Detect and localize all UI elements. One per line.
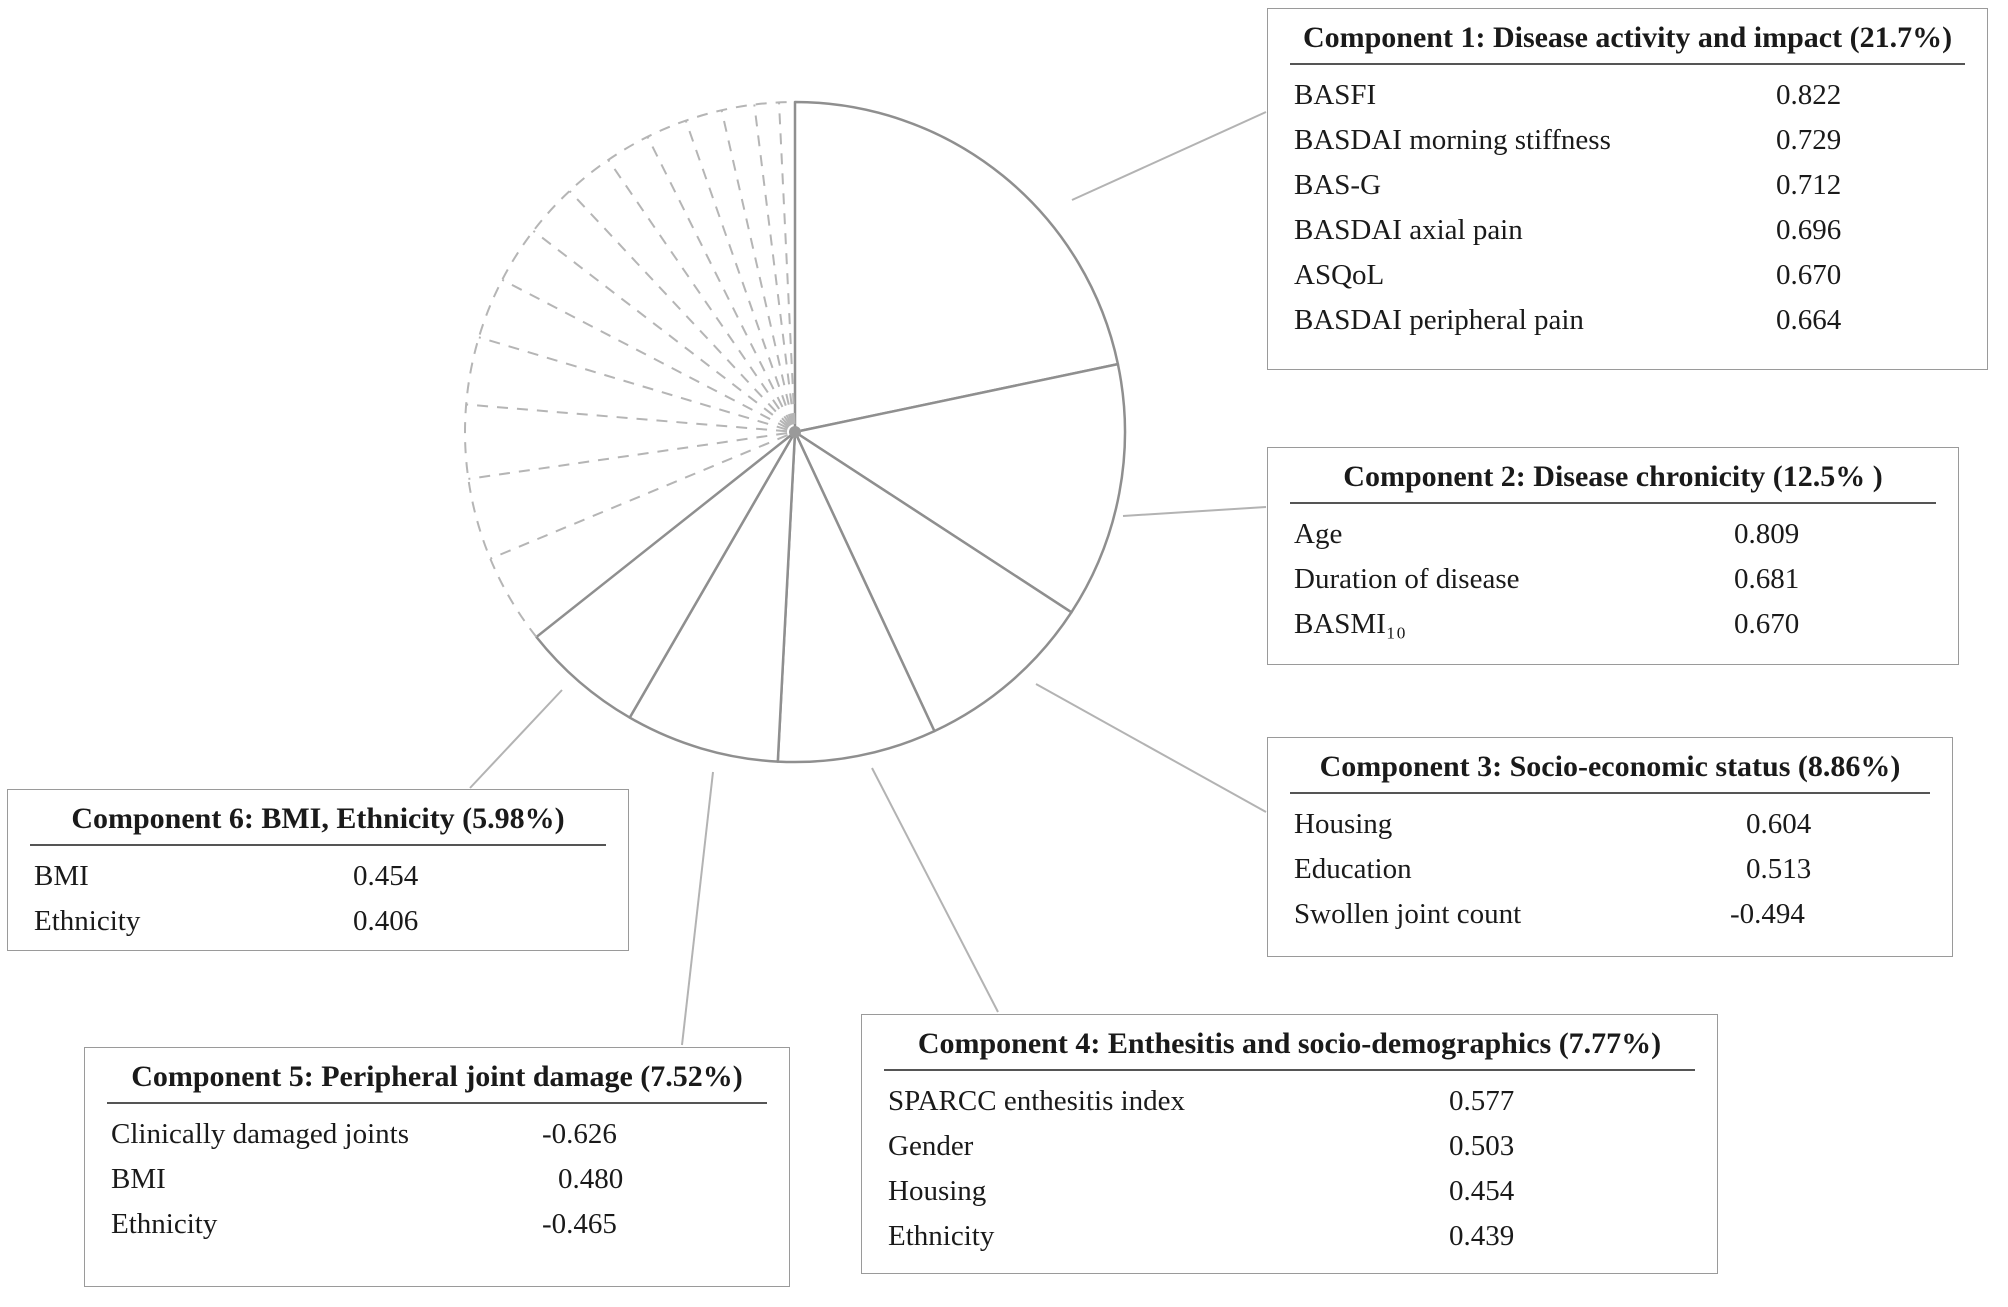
- loading-value: 0.822: [1776, 79, 1842, 111]
- component-5-loadings-table: [85, 1104, 789, 1247]
- loading-row: [1268, 298, 1987, 343]
- loading-row: [1268, 847, 1952, 892]
- variable-label: ASQoL: [1294, 259, 1385, 291]
- component-2-loadings-table: [1268, 504, 1958, 647]
- pie-center-dot: [789, 426, 801, 438]
- unlabeled-slice-divider: [468, 433, 787, 479]
- variable-label: Gender: [888, 1130, 974, 1162]
- connector-line-component-2: [1123, 507, 1266, 516]
- loading-value: 0.729: [1776, 124, 1842, 156]
- loading-row: [85, 1112, 789, 1157]
- loading-row: [85, 1157, 789, 1202]
- loading-row: [1268, 73, 1987, 118]
- loading-value: 0.503: [1449, 1130, 1515, 1162]
- component-6-loadings-table: [8, 846, 628, 944]
- loading-value: 0.681: [1734, 563, 1800, 595]
- loading-value: 0.670: [1776, 259, 1842, 291]
- variable-label: Ethnicity: [111, 1208, 218, 1240]
- connector-line-component-4: [872, 768, 998, 1012]
- variable-label: BASFI: [1294, 79, 1377, 111]
- variable-label: BMI: [34, 860, 89, 892]
- variable-label: Housing: [1294, 808, 1393, 840]
- loading-row: [8, 854, 628, 899]
- variable-label: Clinically damaged joints: [111, 1118, 410, 1150]
- component-6-box: [7, 789, 629, 951]
- loading-row: [85, 1202, 789, 1247]
- unlabeled-slice-divider: [648, 137, 792, 425]
- loading-row: [1268, 253, 1987, 298]
- loading-value: 0.454: [353, 860, 419, 892]
- loading-row: [1268, 512, 1958, 557]
- component-6-title: Component 6: BMI, Ethnicity (5.98%): [71, 802, 565, 835]
- variable-label: BASDAI peripheral pain: [1294, 304, 1584, 336]
- connector-line-component-1: [1072, 112, 1266, 200]
- loading-value: 0.696: [1776, 214, 1842, 246]
- unlabeled-slice-divider: [754, 105, 794, 425]
- loading-row: [1268, 602, 1958, 647]
- loading-row: [862, 1079, 1717, 1124]
- variable-label: BAS-G: [1294, 169, 1382, 201]
- variable-label: BMI: [111, 1163, 166, 1195]
- loading-value: 0.406: [353, 905, 419, 937]
- loading-value: 0.577: [1449, 1085, 1515, 1117]
- loading-row: [1268, 208, 1987, 253]
- loading-row: [1268, 118, 1987, 163]
- component-4-box: [861, 1014, 1718, 1274]
- component-3-box: [1267, 737, 1953, 957]
- loading-value: 0.664: [1776, 304, 1842, 336]
- loading-value: 0.454: [1449, 1175, 1515, 1207]
- component-3-loadings-table: [1268, 794, 1952, 937]
- variable-label: BASDAI axial pain: [1294, 214, 1523, 246]
- variable-label: Ethnicity: [888, 1220, 995, 1252]
- unlabeled-slice-divider: [533, 231, 788, 427]
- variable-label: BASMI₁₀: [1294, 608, 1407, 640]
- loading-value: 0.480: [558, 1163, 624, 1195]
- component-2-box: [1267, 447, 1959, 665]
- variable-label: Housing: [888, 1175, 987, 1207]
- loading-row: [8, 899, 628, 944]
- component-1-title: Component 1: Disease activity and impact (21.7%): [1302, 21, 1953, 54]
- component-4-title: Component 4: Enthesitis and socio-demographics (7.77%): [917, 1027, 1662, 1060]
- variable-label: Swollen joint count: [1294, 898, 1522, 930]
- loading-value: 0.439: [1449, 1220, 1515, 1252]
- component-5-title: Component 5: Peripheral joint damage (7.52%): [131, 1060, 743, 1093]
- unlabeled-slice-divider: [466, 405, 787, 432]
- loading-value: -0.626: [542, 1118, 617, 1150]
- unlabeled-slice-divider: [570, 191, 790, 426]
- variable-label: Duration of disease: [1294, 563, 1520, 595]
- loading-value: 0.712: [1776, 169, 1842, 201]
- loading-row: [1268, 163, 1987, 208]
- loading-row: [1268, 802, 1952, 847]
- loading-value: 0.513: [1746, 853, 1812, 885]
- loading-row: [1268, 557, 1958, 602]
- loading-row: [862, 1214, 1717, 1259]
- variable-label: BASDAI morning stiffness: [1294, 124, 1611, 156]
- unlabeled-slice-divider: [608, 160, 790, 426]
- loading-value: 0.604: [1746, 808, 1812, 840]
- component-3-title: Component 3: Socio-economic status (8.86%): [1319, 750, 1901, 783]
- loading-value: 0.809: [1734, 518, 1800, 550]
- component-1-loadings-table: [1268, 65, 1987, 343]
- component-2-title: Component 2: Disease chronicity (12.5% ): [1343, 460, 1883, 493]
- loading-value: -0.465: [542, 1208, 617, 1240]
- unlabeled-slice-divider: [686, 121, 793, 425]
- loading-value: -0.494: [1730, 898, 1805, 930]
- variable-label: SPARCC enthesitis index: [888, 1085, 1186, 1117]
- loading-value: 0.670: [1734, 608, 1800, 640]
- component-1-box: [1267, 8, 1988, 370]
- variable-label: Age: [1294, 518, 1343, 550]
- loading-row: [862, 1169, 1717, 1214]
- variable-label: Education: [1294, 853, 1412, 885]
- connector-line-component-5: [682, 772, 713, 1045]
- variable-label: Ethnicity: [34, 905, 141, 937]
- unlabeled-slice-divider: [502, 280, 788, 429]
- loading-row: [1268, 892, 1952, 937]
- unlabeled-slice-divider: [479, 337, 787, 429]
- component-4-loadings-table: [862, 1071, 1717, 1259]
- connector-line-component-6: [470, 690, 562, 788]
- loading-row: [862, 1124, 1717, 1169]
- connector-line-component-3: [1036, 684, 1266, 812]
- component-5-box: [84, 1047, 790, 1287]
